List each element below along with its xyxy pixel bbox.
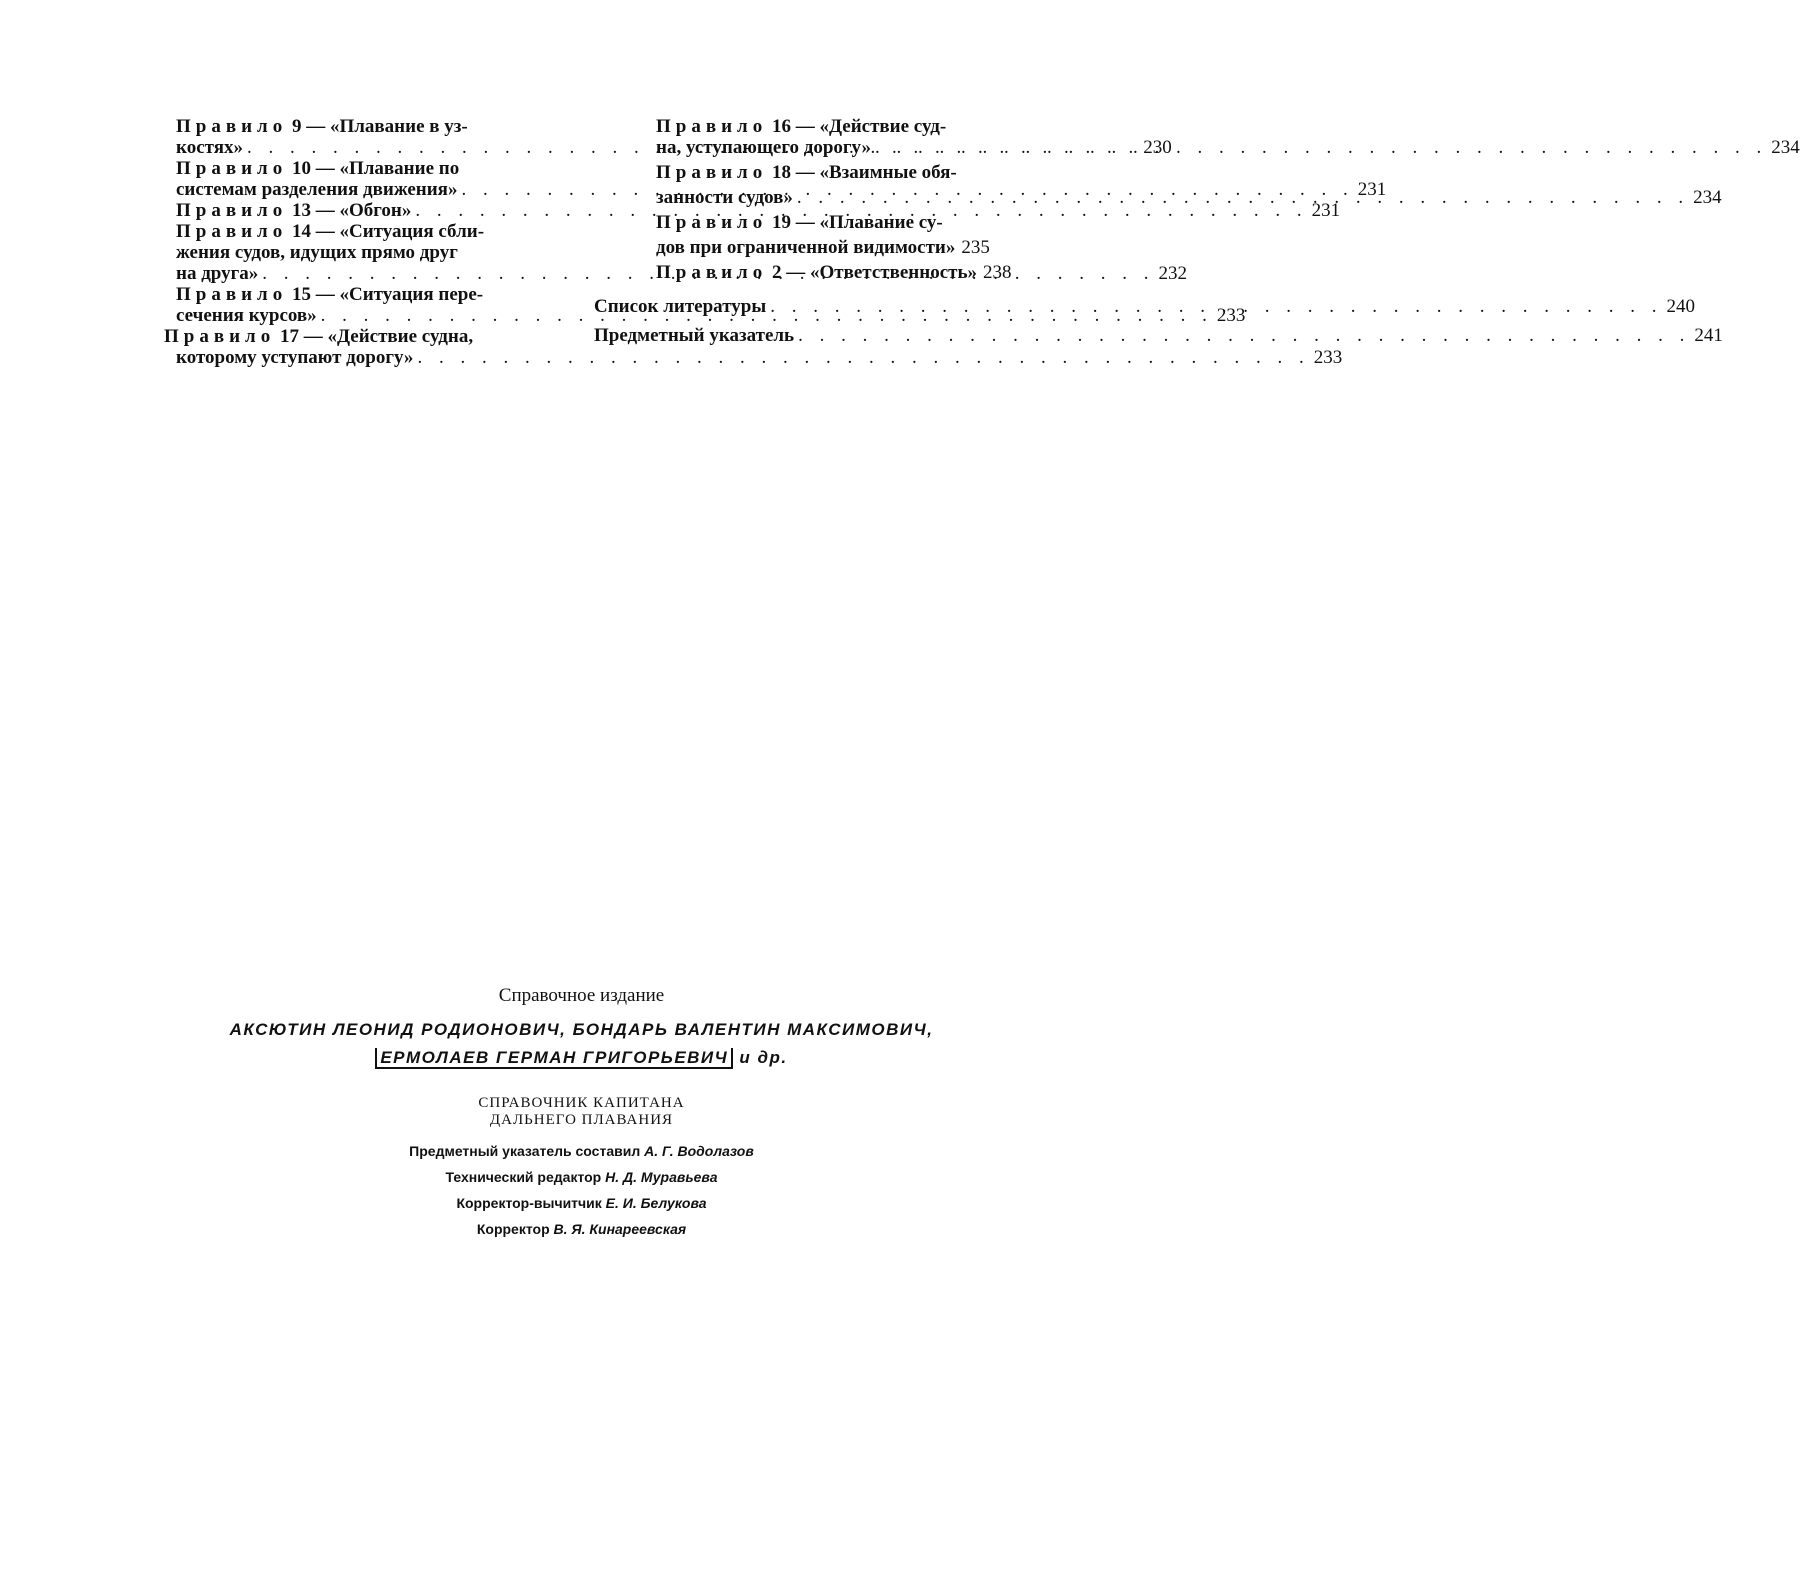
credit-line <box>0 1190 1163 1216</box>
leader-dots <box>875 137 1767 158</box>
rule-label: Правило <box>164 326 276 347</box>
toc-entry-text: которому уступают дорогу» <box>176 347 414 368</box>
book-title <box>0 1095 1163 1129</box>
credit-name: Е. И. Белукова <box>605 1195 707 1211</box>
toc-entry-text: системам разделения движения» <box>176 179 458 200</box>
credit-role: Корректор <box>476 1221 554 1237</box>
page-number: 235 <box>961 237 990 258</box>
toc-entry-text: 15 — «Ситуация пере- <box>287 284 484 305</box>
toc-entry-text: на друга» <box>176 263 259 284</box>
page-number: 231 <box>1357 179 1387 200</box>
rule-label: Правило <box>656 116 768 137</box>
toc-entry-subject-index[interactable] <box>594 325 1723 346</box>
page-number: 240 <box>1666 296 1695 317</box>
toc-entry-text: 13 — «Обгон» <box>287 200 412 221</box>
rule-label: Правило <box>176 116 288 137</box>
toc-entry-text: 18 — «Взаимные обя- <box>767 162 957 183</box>
page-number: 233 <box>1313 347 1343 368</box>
deceased-author-frame: ЕРМОЛАЕВ ГЕРМАН ГРИГОРЬЕВИЧ <box>375 1048 733 1069</box>
rule-label: Правило <box>176 158 288 179</box>
toc-entry-text: 16 — «Действие суд- <box>767 116 947 137</box>
toc-entry-text: на, уступающего дорогу» <box>656 137 872 158</box>
page-number: 234 <box>1771 137 1800 158</box>
page-number: 231 <box>1311 200 1341 221</box>
toc-entry-text: Предметный указатель <box>594 325 795 346</box>
credit-name: В. Я. Кинареевская <box>553 1221 687 1237</box>
book-title-line: СПРАВОЧНИК КАПИТАНА <box>478 1095 685 1111</box>
toc-entry-text: жения судов, идущих прямо друг <box>176 242 458 263</box>
toc-entry-text: 2 — «Ответственность» <box>767 262 978 283</box>
credit-role: Предметный указатель составил <box>409 1143 645 1159</box>
toc-entry-text: 17 — «Действие судна, <box>275 326 474 347</box>
leader-dots <box>770 296 1662 317</box>
rule-label: Правило <box>656 262 768 283</box>
authors-suffix: и др. <box>733 1048 788 1067</box>
leader-dots <box>797 187 1689 208</box>
toc-entry-text: сечения курсов» <box>176 305 317 326</box>
book-title-line: ДАЛЬНЕГО ПЛАВАНИЯ <box>489 1112 674 1128</box>
page-number: 230 <box>1143 137 1172 158</box>
toc-entry[interactable] <box>176 200 1341 221</box>
credit-role: Технический редактор <box>445 1169 606 1185</box>
rule-label: Правило <box>176 200 288 221</box>
toc-entry-text: 19 — «Плавание су- <box>767 212 943 233</box>
rule-label: Правило <box>656 162 768 183</box>
page-number: 241 <box>1694 325 1723 346</box>
credit-line <box>0 1164 1163 1190</box>
page-number: 232 <box>1158 263 1188 284</box>
credit-line <box>0 1138 1163 1164</box>
rule-label: Правило <box>656 212 768 233</box>
edition-type: Справочное издание <box>498 985 665 1006</box>
credit-name: Н. Д. Муравьева <box>605 1169 718 1185</box>
toc-entry-text: 9 — «Плавание в уз- <box>287 116 468 137</box>
credits-block <box>0 1138 1163 1242</box>
page-number: 238 <box>983 262 1012 283</box>
credit-name: А. Г. Водолазов <box>644 1143 754 1159</box>
page-number: 233 <box>1216 305 1246 326</box>
toc-entry[interactable] <box>656 212 1038 258</box>
toc-entry-text: Список литературы <box>594 296 767 317</box>
credit-line <box>0 1216 1163 1242</box>
leader-dots <box>417 347 1309 368</box>
rule-label: Правило <box>176 221 288 242</box>
toc-entry-text: костях» <box>176 137 243 158</box>
page-number: 234 <box>1693 187 1722 208</box>
toc-entry-text: 14 — «Ситуация сбли- <box>287 221 485 242</box>
credit-role: Корректор-вычитчик <box>456 1195 606 1211</box>
toc-entry[interactable] <box>656 262 1038 283</box>
rule-label: Правило <box>176 284 288 305</box>
toc-entry-text: дов при ограниченной видимости» <box>656 237 956 258</box>
authors-line-2 <box>0 1048 1163 1068</box>
leader-dots <box>798 325 1690 346</box>
toc-entry-text: занности судов» <box>656 187 793 208</box>
authors-line: АКСЮТИН ЛЕОНИД РОДИОНОВИЧ, БОНДАРЬ ВАЛЕНТИН МАКСИМОВИЧ, <box>229 1020 934 1039</box>
toc-entry-text: 10 — «Плавание по <box>287 158 460 179</box>
